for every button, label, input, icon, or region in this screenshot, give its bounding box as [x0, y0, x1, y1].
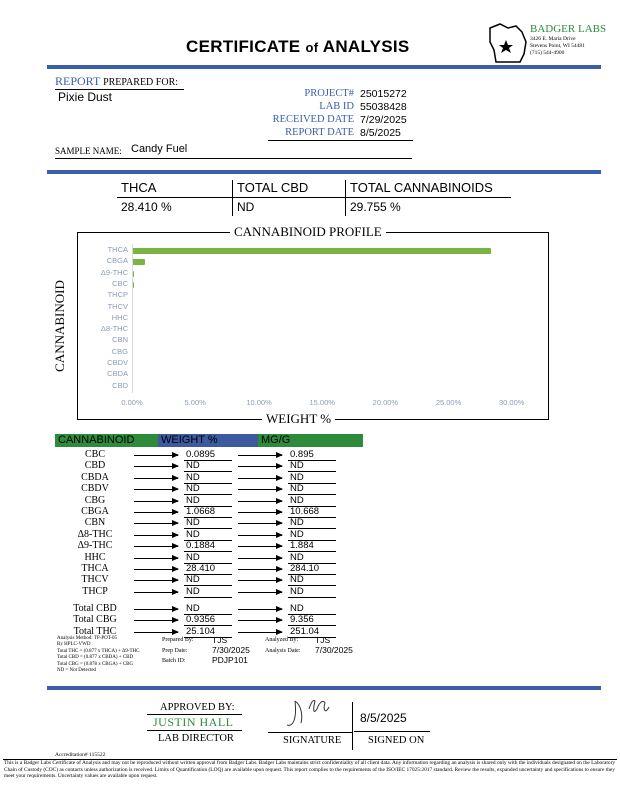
lab-address-line1: 3426 E. Maria Drive — [530, 36, 576, 42]
lab-id-label: LAB ID — [319, 101, 354, 112]
batch-id-label: Batch ID: — [162, 658, 186, 664]
project-label: PROJECT# — [304, 88, 354, 99]
total-row-mgg: ND — [290, 603, 304, 614]
report-date-label: REPORT DATE — [285, 127, 354, 138]
arrow-icon — [238, 455, 282, 456]
chart-x-title: WEIGHT % — [262, 411, 335, 427]
table-row-weight: ND — [186, 494, 200, 506]
report-date: 8/5/2025 — [360, 127, 401, 139]
table-row-mgg: 10.668 — [290, 506, 320, 517]
arrow-icon — [134, 523, 178, 524]
chart-y-axis — [132, 244, 133, 393]
chart-x-tick-label: 25.00% — [435, 398, 462, 407]
arrow-icon — [134, 632, 178, 633]
table-row-name: THCV — [81, 574, 109, 586]
table-row-name: CBDV — [81, 483, 109, 495]
chart-x-tick-label: 10.00% — [246, 398, 272, 407]
table-row-name: CBN — [84, 517, 106, 529]
table-row-weight: 0.1884 — [186, 540, 216, 552]
total-row-mgg: 9.356 — [290, 614, 314, 626]
table-header-cannabinoid: CANNABINOID — [55, 434, 158, 447]
header-divider — [47, 65, 601, 69]
method-line: By HPLC-VWD — [57, 642, 91, 648]
table-row-mgg: 0.895 — [290, 449, 314, 460]
signature-divider — [352, 702, 353, 750]
summary-col-divider-2 — [345, 180, 346, 216]
table-row-weight: ND — [186, 517, 200, 529]
table-row-mgg: ND — [290, 585, 304, 597]
arrow-icon — [134, 489, 178, 490]
arrow-icon — [134, 546, 178, 547]
chart-y-tick-label: CBD — [112, 380, 128, 390]
summary-v-total-cannabinoids: 29.755 % — [350, 200, 401, 214]
signed-on-label: SIGNED ON — [368, 735, 425, 746]
arrow-icon — [134, 558, 178, 559]
table-row-weight: ND — [186, 460, 200, 472]
chart-y-tick-label: THCP — [107, 290, 128, 300]
approver-underline — [147, 730, 242, 731]
summary-v-thca: 28.410 % — [121, 200, 172, 214]
total-row-weight: 25.104 — [186, 625, 216, 637]
title-word-certificate: CERTIFICATE — [186, 37, 301, 56]
arrow-icon — [134, 455, 178, 456]
signature-line — [268, 732, 352, 733]
arrow-icon — [238, 632, 282, 633]
chart-y-tick-label: CBGA — [106, 256, 128, 266]
total-row-name: Total THC — [73, 625, 117, 637]
chart-y-tick-label: Δ8-THC — [100, 324, 128, 334]
received-date: 7/29/2025 — [360, 114, 407, 126]
arrow-icon — [134, 620, 178, 621]
summary-v-total-cbd: ND — [237, 200, 255, 214]
arrow-icon — [238, 620, 282, 621]
signature-image — [275, 695, 345, 733]
report-date-underline — [268, 140, 413, 141]
table-row-mgg: ND — [290, 494, 304, 506]
method-line: Analysis Method: TP-POT-05 — [57, 636, 118, 641]
table-row-name: CBDA — [81, 471, 109, 483]
chart-y-tick-label: CBDV — [107, 358, 128, 367]
table-row-mgg: 284.10 — [290, 563, 320, 574]
signed-date: 8/5/2025 — [360, 711, 407, 725]
chart-y-tick-label: CBDA — [107, 369, 128, 379]
arrow-icon — [238, 501, 282, 502]
total-row-weight: 0.9356 — [186, 614, 216, 626]
chart-y-tick-label: THCA — [107, 245, 128, 254]
method-line: Total CBD = (0.877 x CBDA) + CBD — [57, 655, 134, 661]
chart-bar — [132, 248, 491, 254]
chart-y-tick-label: CBC — [112, 278, 128, 288]
page-title — [186, 37, 410, 57]
arrow-icon — [238, 535, 282, 536]
arrow-icon — [134, 466, 178, 467]
table-header-mgg: MG/G — [258, 434, 363, 447]
prepared-by: TJS — [212, 635, 228, 645]
report-word: REPORT — [55, 74, 101, 88]
table-header-weight: WEIGHT % — [158, 434, 258, 447]
summary-rule — [117, 197, 511, 198]
chart-x-tick-label: 5.00% — [184, 398, 206, 407]
arrow-icon — [134, 569, 178, 570]
table-row-weight: 1.0668 — [186, 506, 216, 517]
cell-underline — [184, 597, 232, 598]
report-prepared-for — [55, 74, 178, 89]
table-row-mgg: ND — [290, 471, 304, 483]
arrow-icon — [134, 535, 178, 536]
lab-name: BADGER LABS — [530, 23, 607, 35]
total-row-name: Total CBG — [73, 614, 117, 626]
arrow-icon — [238, 523, 282, 524]
chart-y-title: CANNABINOID — [52, 258, 68, 394]
section-divider — [47, 170, 601, 174]
table-row-mgg: ND — [290, 483, 304, 495]
method-notes — [57, 636, 139, 674]
footer-disclaimer: This is a Badger Labs Certificate of Analysis and may not be reproduced without written approval from Badger Labs. Badger Labs maintains strict confidentiality of all client data. Any information regarding an analysis is shared only with the individuals designated on the Laboratory Chain of Custody (COC) as contacts unless authorization is received. Limits of Quantification (LOQ) are available upon request. This report complies to the requirements of the ISO/IEC 17025:2017 standard. Review the results, expanded uncertainty and specifications to ensure they meet your requirements. Uncertainty values are available upon request. — [4, 760, 616, 780]
arrow-icon — [238, 558, 282, 559]
summary-col-divider-1 — [232, 180, 233, 216]
chart-y-tick-label: CBN — [112, 335, 128, 345]
method-line: ND = Not Detected — [57, 668, 97, 674]
chart-x-tick-label: 0.00% — [121, 398, 143, 407]
summary-table — [117, 180, 511, 216]
arrow-icon — [238, 489, 282, 490]
arrow-icon — [238, 512, 282, 513]
project-number: 25015272 — [360, 88, 407, 100]
table-row-name: Δ9-THC — [77, 540, 113, 552]
sample-name: Candy Fuel — [131, 143, 188, 155]
table-row-weight: ND — [186, 471, 200, 483]
arrow-icon — [134, 592, 178, 593]
analysis-date-label: Analysis Date: — [265, 648, 301, 654]
title-word-analysis: ANALYSIS — [322, 37, 410, 56]
chart-x-tick-label: 30.00% — [499, 398, 525, 407]
approved-by-label: APPROVED BY: — [160, 702, 235, 713]
table-row-weight: 0.0895 — [186, 449, 216, 460]
table-row-mgg: ND — [290, 574, 304, 586]
arrow-icon — [238, 592, 282, 593]
cell-underline — [288, 597, 336, 598]
total-row-name: Total CBD — [73, 603, 117, 614]
prepared-by-label: Prepared By: — [162, 637, 194, 643]
received-date-label: RECEIVED DATE — [272, 114, 354, 125]
chart-bar — [132, 259, 145, 265]
arrow-icon — [134, 580, 178, 581]
table-row-name: CBGA — [81, 506, 109, 517]
sample-underline — [55, 158, 412, 159]
signature-label: SIGNATURE — [283, 735, 342, 746]
table-row-mgg: 1.884 — [290, 540, 314, 552]
arrow-icon — [238, 478, 282, 479]
table-row-name: HHC — [84, 551, 106, 563]
arrow-icon — [238, 569, 282, 570]
arrow-icon — [134, 501, 178, 502]
method-line: Total CBG = (0.878 x CBGA) + CBG — [57, 661, 134, 667]
chart-title: CANNABINOID PROFILE — [230, 224, 386, 240]
chart-x-tick-label: 15.00% — [309, 398, 335, 407]
table-row-name: CBC — [84, 449, 105, 460]
prep-date: 7/30/2025 — [212, 645, 250, 655]
table-row-weight: ND — [186, 528, 200, 540]
table-row-name: THCA — [81, 563, 109, 574]
arrow-icon — [134, 478, 178, 479]
method-line: Total THC = (0.877 x THCA) + Δ9-THC — [57, 648, 140, 654]
summary-h-total-cannabinoids: TOTAL CANNABINOIDS — [350, 180, 493, 195]
arrow-icon — [238, 580, 282, 581]
table-row-name: CBD — [84, 460, 106, 472]
signed-date-underline — [354, 731, 430, 732]
approver-name: JUSTIN HALL — [153, 715, 234, 729]
table-row-mgg: ND — [290, 460, 304, 472]
summary-h-total-cbd: TOTAL CBD — [237, 180, 309, 195]
table-row-name: Δ8-THC — [77, 528, 113, 540]
table-row-weight: ND — [186, 551, 200, 563]
lab-id: 55038428 — [360, 101, 407, 113]
sample-name-label: SAMPLE NAME: — [55, 146, 122, 156]
prepared-for-label: PREPARED FOR: — [103, 77, 179, 88]
analyzed-by-label: Analyzed By: — [265, 637, 299, 643]
chart-y-tick-label: HHC — [111, 312, 128, 322]
analyzed-by: TJS — [315, 635, 331, 645]
prep-date-label: Prep Date: — [162, 648, 188, 654]
client-name: Pixie Dust — [58, 90, 113, 104]
arrow-icon — [134, 609, 178, 610]
arrow-icon — [238, 609, 282, 610]
chart-plot-area — [84, 244, 544, 407]
analysis-date: 7/30/2025 — [315, 645, 353, 655]
chart-y-tick-label: CBG — [111, 346, 128, 356]
arrow-icon — [238, 466, 282, 467]
lab-address-line2: Stevens Point, WI 54481 — [530, 43, 585, 49]
lab-phone: (715) 544-4900 — [530, 50, 565, 56]
total-row-mgg: 251.04 — [290, 625, 320, 637]
batch-id: PDJP101 — [212, 655, 248, 665]
chart-y-tick-label: Δ9-THC — [100, 267, 128, 277]
lab-director-label: LAB DIRECTOR — [158, 733, 234, 744]
signoff-divider — [47, 686, 601, 690]
summary-h-thca: THCA — [121, 180, 157, 195]
table-row-name: THCP — [82, 585, 108, 597]
table-row-mgg: ND — [290, 528, 304, 540]
table-row-weight: ND — [186, 574, 200, 586]
table-row-weight: 28.410 — [186, 563, 216, 574]
chart-x-tick-label: 20.00% — [372, 398, 399, 407]
accreditation: Accreditation# 115522 — [55, 752, 106, 758]
arrow-icon — [238, 546, 282, 547]
wisconsin-logo — [486, 20, 532, 66]
table-row-name: CBG — [84, 494, 106, 506]
table-row-mgg: ND — [290, 551, 304, 563]
chart-y-tick-label: THCV — [107, 301, 128, 311]
table-row-weight: ND — [186, 483, 200, 495]
arrow-icon — [134, 512, 178, 513]
table-row-mgg: ND — [290, 517, 304, 529]
title-word-of: of — [305, 40, 319, 55]
total-row-weight: ND — [186, 603, 200, 614]
table-row-weight: ND — [186, 585, 200, 597]
